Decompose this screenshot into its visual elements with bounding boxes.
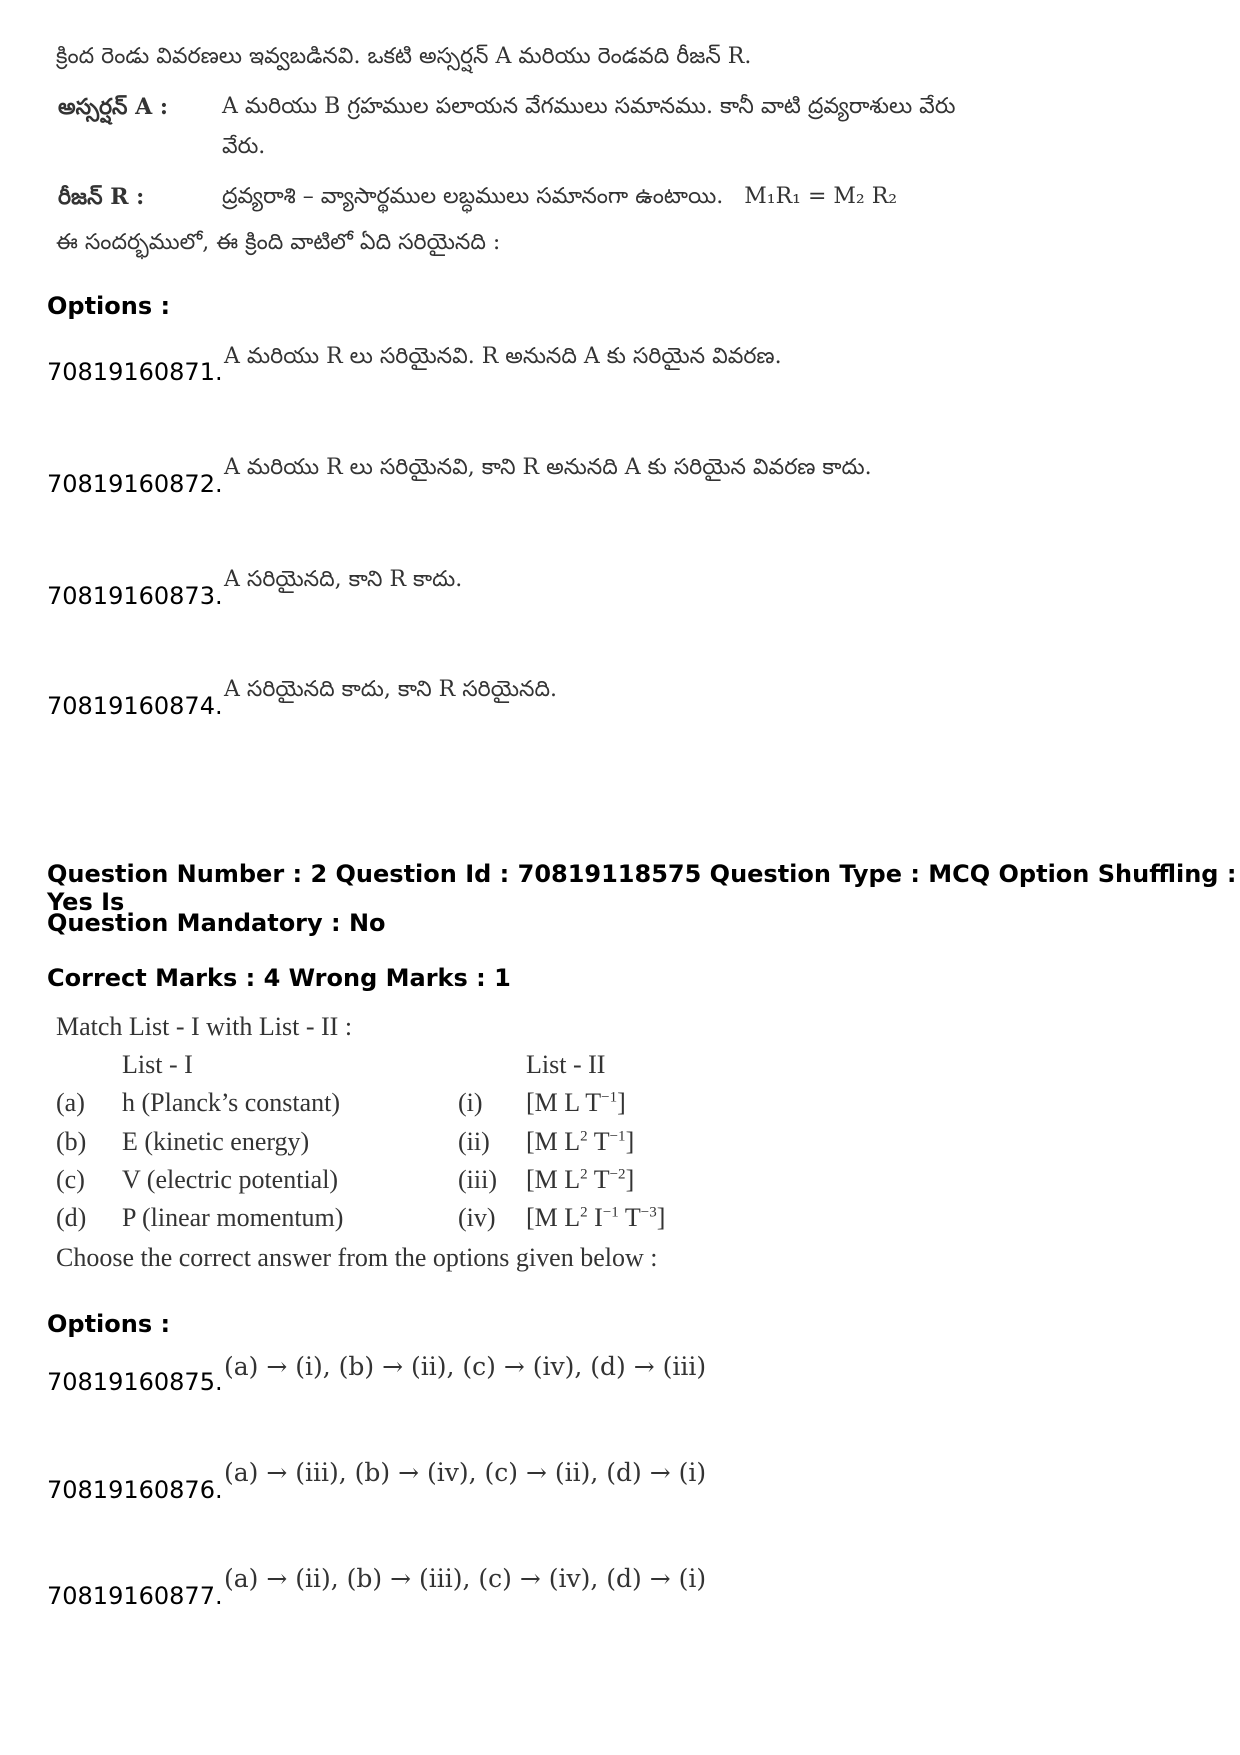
assertion-text-line-2: వేరు. [222,134,266,159]
q2-options-label: Options : [47,1310,171,1338]
row-dimension: [M $L^2$ $I^{-1}$ $T^{-3}$] [526,1203,666,1232]
q2-marks-line: Correct Marks : 4 Wrong Marks : 1 [47,964,511,992]
list-1-header: List - I [122,1050,193,1079]
reason-text-body: ద్రవ్యరాశి – వ్యాసార్థముల లబ్ధములు సమానంగా ఉంటాయి. [222,184,724,209]
q1-options-label: Options : [47,292,171,320]
row-dimension: [M $L^2$ $T^{-2}$] [526,1165,635,1194]
row-item: P (linear momentum) [122,1203,344,1232]
list-2-header: List - II [526,1050,606,1079]
option-id: 70819160877. [47,1582,223,1610]
row-numeral: (ii) [458,1127,490,1156]
option-text: A మరియు R లు సరియైనవి. R అనునది A కు సరియైన వివరణ. [224,344,782,369]
assertion-text-line-1: A మరియు B గ్రహముల పలాయన వేగములు సమానము. కానీ వాటి ద్రవ్యరాశులు వేరు [222,94,956,119]
row-letter: (b) [56,1127,87,1156]
q1-intro: క్రింద రెండు వివరణలు ఇవ్వబడినవి. ఒకటి అస్సర్షన్ A మరియు రెండవది రీజన్ R. [56,44,752,69]
q2-meta-line-2: Question Mandatory : No [47,909,386,937]
row-item: E (kinetic energy) [122,1127,310,1156]
option-id: 70819160875. [47,1368,223,1396]
row-dimension: [M $L^2$ $T^{-1}$] [526,1127,635,1156]
option-id: 70819160871. [47,358,223,386]
row-letter: (a) [56,1088,85,1117]
option-id: 70819160874. [47,692,223,720]
row-item: V (electric potential) [122,1165,339,1194]
option-text: A మరియు R లు సరియైనవి, కాని R అనునది A కు సరియైన వివరణ కాదు. [224,455,872,480]
row-numeral: (i) [458,1088,483,1117]
row-letter: (d) [56,1203,87,1232]
row-numeral: (iii) [458,1165,497,1194]
row-letter: (c) [56,1165,85,1194]
q1-closing: ఈ సందర్భములో, ఈ క్రింది వాటిలో ఏది సరియైనది : [56,230,501,255]
choose-instruction: Choose the correct answer from the options given below : [56,1243,658,1272]
option-id: 70819160872. [47,470,223,498]
option-text: A సరియైనది, కాని R కాదు. [224,567,463,592]
option-id: 70819160876. [47,1476,223,1504]
reason-label: రీజన్ R : [58,184,145,210]
reason-text [222,184,897,214]
option-text: (a) → (ii), (b) → (iii), (c) → (iv), (d) → (i) [224,1564,707,1593]
option-text: A సరియైనది కాదు, కాని R సరియైనది. [224,677,557,702]
option-text: (a) → (iii), (b) → (iv), (c) → (ii), (d) → (i) [224,1458,707,1487]
row-dimension: [M L $T^{-1}$] [526,1088,626,1117]
q2-meta-line-1: Question Number : 2 Question Id : 70819118575 Question Type : MCQ Option Shuffling : Yes Is [47,860,1237,916]
row-item: h (Planck’s constant) [122,1088,341,1117]
option-id: 70819160873. [47,582,223,610]
row-numeral: (iv) [458,1203,496,1232]
match-title: Match List - I with List - II : [56,1012,353,1041]
reason-formula: M₁R₁ = M₂ R₂ [744,184,898,209]
assertion-label: అస్సర్షన్ A : [58,94,169,120]
option-text: (a) → (i), (b) → (ii), (c) → (iv), (d) → (iii) [224,1352,707,1381]
